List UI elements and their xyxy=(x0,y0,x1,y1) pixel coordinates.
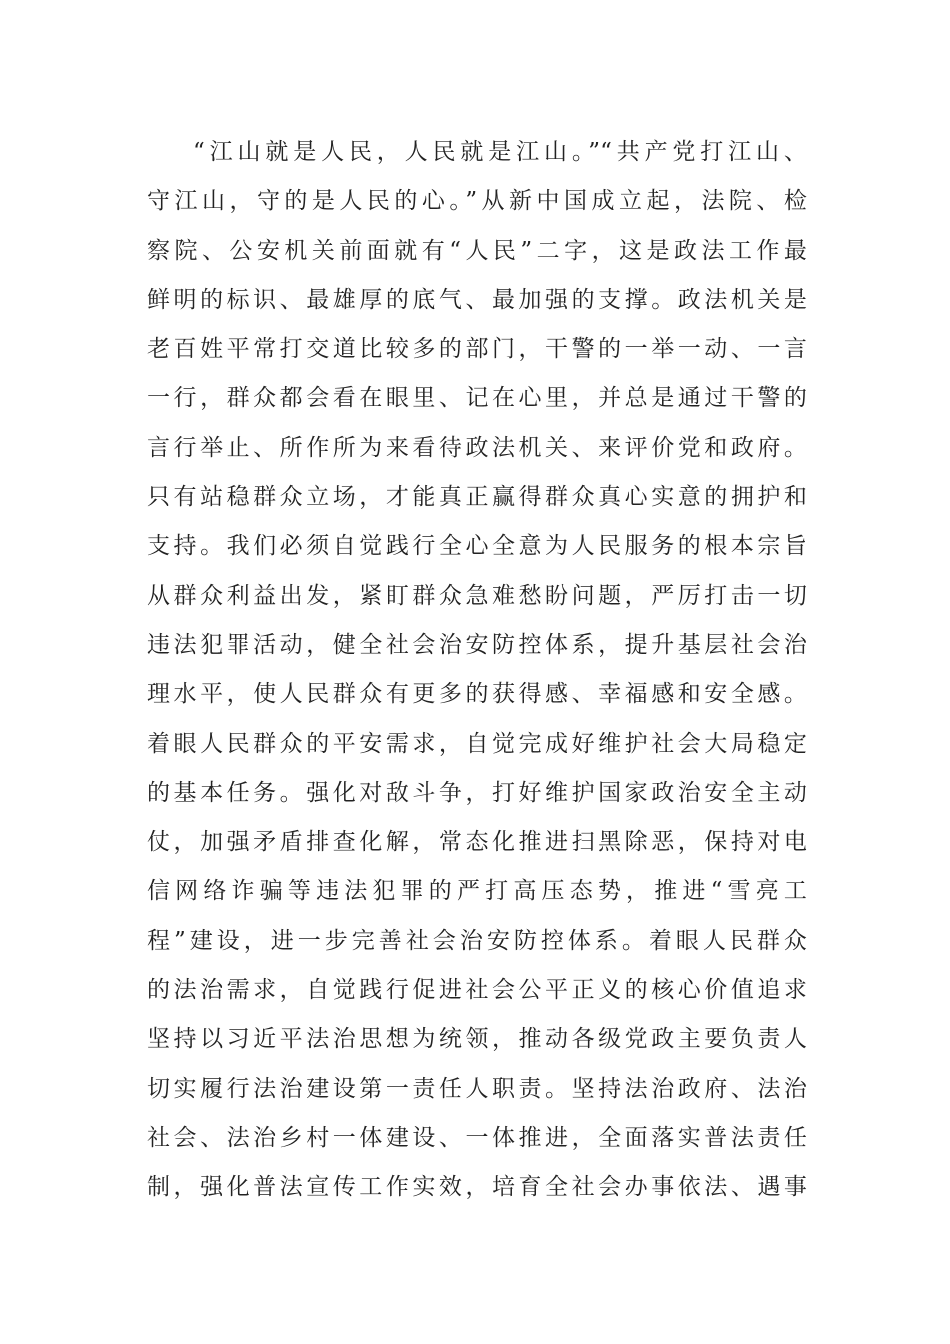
text-line: 的基本任务。强化对敌斗争，打好维护国家政治安全主动 xyxy=(147,779,807,806)
text-line: 一行，群众都会看在眼里、记在心里，并总是通过干警的 xyxy=(147,385,807,412)
text-line: 支持。我们必须自觉践行全心全意为人民服务的根本宗旨 xyxy=(147,533,807,560)
text-line: 察院、公安机关前面就有“人民”二字，这是政法工作最 xyxy=(147,237,807,264)
text-line: 言行举止、所作所为来看待政法机关、来评价党和政府。 xyxy=(147,434,807,461)
text-line: 着眼人民群众的平安需求，自觉完成好维护社会大局稳定 xyxy=(147,730,807,757)
text-line: 守江山，守的是人民的心。”从新中国成立起，法院、检 xyxy=(147,188,807,215)
text-line: 的法治需求，自觉践行促进社会公平正义的核心价值追求 xyxy=(147,977,807,1004)
text-line: 只有站稳群众立场，才能真正赢得群众真心实意的拥护和 xyxy=(147,484,807,511)
text-line: 制，强化普法宣传工作实效，培育全社会办事依法、遇事 xyxy=(147,1174,807,1201)
text-line: 坚持以习近平法治思想为统领，推动各级党政主要负责人 xyxy=(147,1026,807,1053)
text-line: 理水平，使人民群众有更多的获得感、幸福感和安全感。 xyxy=(147,681,807,708)
text-line: 老百姓平常打交道比较多的部门，干警的一举一动、一言 xyxy=(147,336,807,363)
text-line: 从群众利益出发，紧盯群众急难愁盼问题，严厉打击一切 xyxy=(147,582,807,609)
text-line: 程”建设，进一步完善社会治安防控体系。着眼人民群众 xyxy=(147,927,807,954)
text-line: 信网络诈骗等违法犯罪的严打高压态势，推进“雪亮工 xyxy=(147,878,807,905)
text-line: “江山就是人民，人民就是江山。”“共产党打江山、 xyxy=(193,139,807,165)
text-line: 社会、法治乡村一体建设、一体推进，全面落实普法责任 xyxy=(147,1124,807,1151)
text-line: 仗，加强矛盾排查化解，常态化推进扫黑除恶，保持对电 xyxy=(147,829,807,856)
body-paragraph xyxy=(147,128,807,1213)
text-line: 切实履行法治建设第一责任人职责。坚持法治政府、法治 xyxy=(147,1075,807,1102)
text-line: 鲜明的标识、最雄厚的底气、最加强的支撑。政法机关是 xyxy=(147,286,807,313)
text-line: 违法犯罪活动，健全社会治安防控体系，提升基层社会治 xyxy=(147,631,807,658)
